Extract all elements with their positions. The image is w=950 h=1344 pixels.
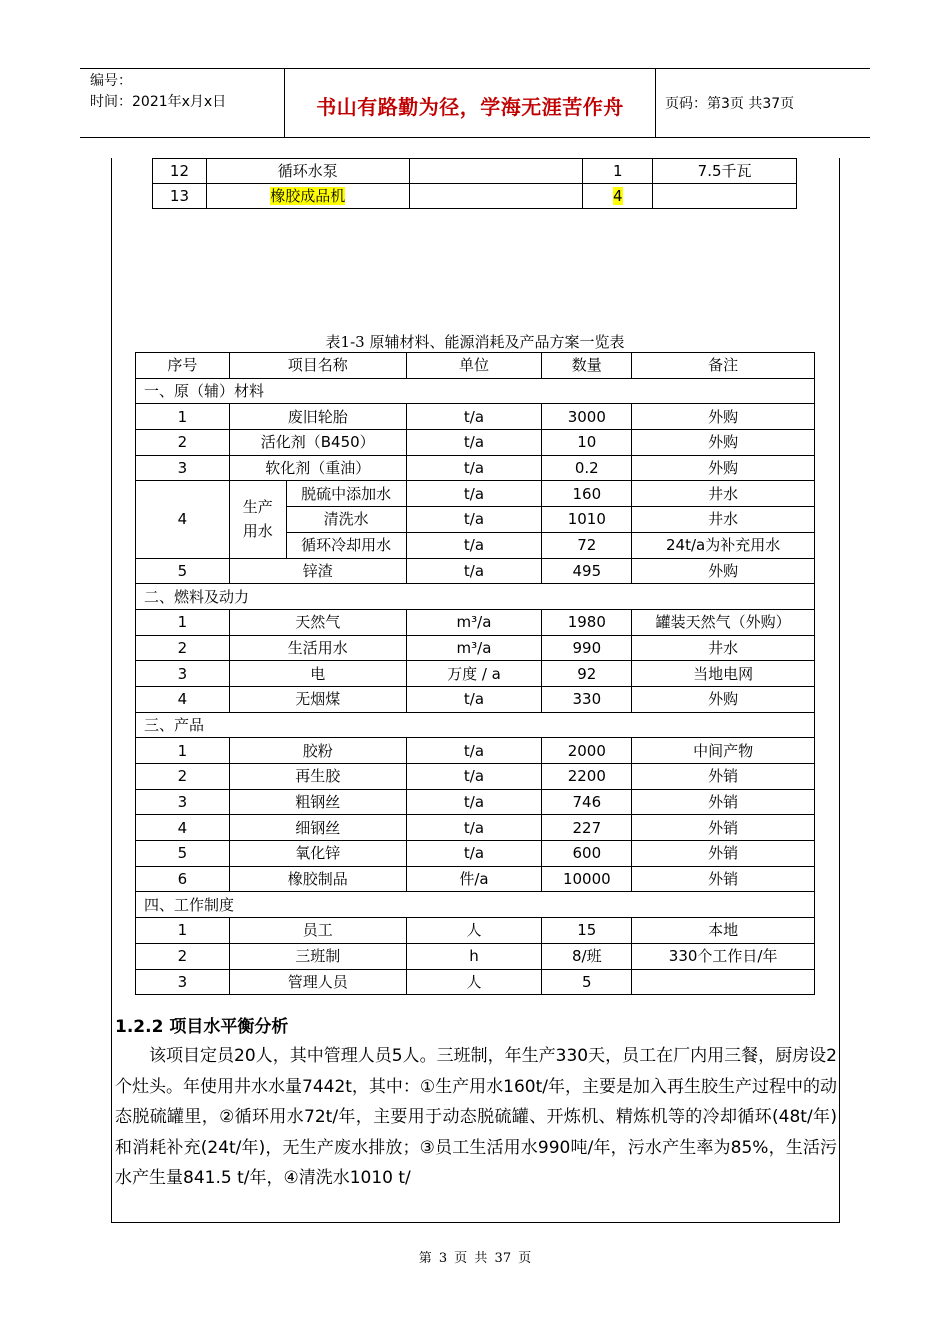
cell-qty: 92 <box>542 661 632 687</box>
cell-qty: 330 <box>542 686 632 712</box>
cell-no: 1 <box>136 918 230 944</box>
group-label: 生产用水 <box>242 498 273 541</box>
cell-name: 锌渣 <box>229 558 406 584</box>
cell-note: 外购 <box>632 558 815 584</box>
cell-no: 1 <box>136 404 230 430</box>
table-row <box>136 943 815 969</box>
cell-name: 氧化锌 <box>229 841 406 867</box>
table-row <box>136 481 815 507</box>
cell-name: 胶粉 <box>229 738 406 764</box>
body-paragraph <box>115 1041 837 1194</box>
cell-name: 管理人员 <box>229 969 406 995</box>
header-motto: 书山有路勤为径，学海无涯苦作舟 <box>316 95 624 119</box>
cell-qty: 10000 <box>542 866 632 892</box>
table-row <box>136 841 815 867</box>
paragraph-text: 该项目定员20人，其中管理人员5人。三班制，年生产330天，员工在厂内用三餐，厨房设2个灶头。年使用井水水量7442t，其中：①生产用水160t/年，主要是加入再生胶生产过程中的动态脱硫罐里，②循环用水72t/年，主要用于动态脱硫罐、开炼机、精炼机等的冷却循环(48t/年)和消耗补充(24t/年)，无生产废水排放；③员工生活用水990吨/年，污水产生率为85%，生活污水产生量841.5 t/年，④清洗水1010 t/ <box>115 1046 838 1188</box>
cell-note <box>632 969 815 995</box>
cell-name: 天然气 <box>229 609 406 635</box>
cell-qty: 600 <box>542 841 632 867</box>
cell-unit: t/a <box>406 841 542 867</box>
cell-note: 外购 <box>632 430 815 456</box>
table-row <box>136 815 815 841</box>
page-header <box>80 68 870 138</box>
cell-note: 330个工作日/年 <box>632 943 815 969</box>
cell-spec <box>409 184 583 209</box>
cell-no: 3 <box>136 969 230 995</box>
section-label: 三、产品 <box>136 712 815 738</box>
table-caption: 表1-3 原辅材料、能源消耗及产品方案一览表 <box>325 333 625 351</box>
cell-note: 井水 <box>632 481 815 507</box>
cell-name: 生活用水 <box>229 635 406 661</box>
cell-qty: 5 <box>542 969 632 995</box>
cell-unit: t/a <box>406 481 542 507</box>
document-date-label: 时间：2021年x月x日 <box>90 94 227 110</box>
cell-qty: 1010 <box>542 507 632 533</box>
section-row <box>136 378 815 404</box>
table-row <box>136 764 815 790</box>
cell-qty: 227 <box>542 815 632 841</box>
section-label: 四、工作制度 <box>136 892 815 918</box>
table-row <box>136 609 815 635</box>
cell-no: 3 <box>136 661 230 687</box>
cell-name: 活化剂（B450） <box>229 430 406 456</box>
cell-qty: 15 <box>542 918 632 944</box>
cell-note: 7.5千瓦 <box>653 159 797 184</box>
cell-unit: 件/a <box>406 866 542 892</box>
cell-qty: 0.2 <box>542 455 632 481</box>
section-row <box>136 584 815 610</box>
cell-name: 软化剂（重油） <box>229 455 406 481</box>
table-row <box>136 404 815 430</box>
cell-note: 罐装天然气（外购） <box>632 609 815 635</box>
table-row <box>153 159 797 184</box>
cell-note: 当地电网 <box>632 661 815 687</box>
cell-note: 井水 <box>632 507 815 533</box>
cell-note: 外销 <box>632 841 815 867</box>
table-row <box>136 738 815 764</box>
cell-name: 三班制 <box>229 943 406 969</box>
cell-no: 2 <box>136 764 230 790</box>
cell-unit: 万度 / a <box>406 661 542 687</box>
cell-note: 本地 <box>632 918 815 944</box>
cell-no: 2 <box>136 943 230 969</box>
cell-unit: t/a <box>406 532 542 558</box>
cell-qty: 746 <box>542 789 632 815</box>
cell-name: 脱硫中添加水 <box>286 481 406 507</box>
equipment-table <box>152 158 797 209</box>
cell-qty: 3000 <box>542 404 632 430</box>
header-meta <box>90 71 226 113</box>
cell-no: 3 <box>136 455 230 481</box>
table-row <box>136 635 815 661</box>
cell-name: 废旧轮胎 <box>229 404 406 430</box>
cell-name: 循环冷却用水 <box>286 532 406 558</box>
cell-qty: 72 <box>542 532 632 558</box>
section-label: 一、原（辅）材料 <box>136 378 815 404</box>
cell-unit: t/a <box>406 789 542 815</box>
cell-name: 清洗水 <box>286 507 406 533</box>
cell-note <box>653 184 797 209</box>
header-cell: 单位 <box>406 353 542 379</box>
cell-unit: t/a <box>406 815 542 841</box>
cell-name: 员工 <box>229 918 406 944</box>
cell-note: 24t/a为补充用水 <box>632 532 815 558</box>
table-row <box>136 866 815 892</box>
table-row <box>136 455 815 481</box>
cell-group <box>229 481 286 558</box>
cell-name: 细钢丝 <box>229 815 406 841</box>
section-label: 二、燃料及动力 <box>136 584 815 610</box>
header-divider <box>655 69 656 137</box>
cell-no: 2 <box>136 430 230 456</box>
cell-no: 4 <box>136 481 230 558</box>
header-cell: 备注 <box>632 353 815 379</box>
section-row <box>136 712 815 738</box>
cell-no: 4 <box>136 686 230 712</box>
cell-name: 循环水泵 <box>206 159 409 184</box>
cell-note: 外销 <box>632 789 815 815</box>
cell-no: 5 <box>136 841 230 867</box>
cell-no: 2 <box>136 635 230 661</box>
table-row <box>136 686 815 712</box>
cell-unit: t/a <box>406 686 542 712</box>
cell-qty: 990 <box>542 635 632 661</box>
table-row <box>136 661 815 687</box>
cell-unit: t/a <box>406 455 542 481</box>
cell-unit: m³/a <box>406 609 542 635</box>
header-page-info: 页码：第3页 共37页 <box>665 96 795 112</box>
cell-unit: t/a <box>406 764 542 790</box>
cell-no: 3 <box>136 789 230 815</box>
page-footer: 第 3 页 共 37 页 <box>418 1251 532 1266</box>
cell-name: 再生胶 <box>229 764 406 790</box>
cell-note: 外购 <box>632 686 815 712</box>
cell-qty: 1 <box>583 159 653 184</box>
header-cell: 数量 <box>542 353 632 379</box>
cell-unit: h <box>406 943 542 969</box>
cell-qty: 1980 <box>542 609 632 635</box>
cell-unit: m³/a <box>406 635 542 661</box>
cell-qty: 2200 <box>542 764 632 790</box>
cell-note: 外销 <box>632 866 815 892</box>
section-row <box>136 892 815 918</box>
cell-unit: t/a <box>406 404 542 430</box>
cell-qty: 160 <box>542 481 632 507</box>
table-row <box>136 789 815 815</box>
cell-qty: 8/班 <box>542 943 632 969</box>
table-row <box>153 184 797 209</box>
cell-name: 无烟煤 <box>229 686 406 712</box>
cell-qty: 495 <box>542 558 632 584</box>
cell-qty: 2000 <box>542 738 632 764</box>
document-number-label: 编号： <box>90 73 132 89</box>
cell-unit: 人 <box>406 969 542 995</box>
cell-name: 粗钢丝 <box>229 789 406 815</box>
table-row <box>136 918 815 944</box>
cell-no: 4 <box>136 815 230 841</box>
cell-note: 外购 <box>632 455 815 481</box>
cell-qty <box>583 184 653 209</box>
table-header-row <box>136 353 815 379</box>
cell-no: 12 <box>153 159 207 184</box>
cell-no: 6 <box>136 866 230 892</box>
cell-unit: t/a <box>406 738 542 764</box>
cell-no: 5 <box>136 558 230 584</box>
table-row <box>136 558 815 584</box>
cell-note: 外销 <box>632 815 815 841</box>
cell-no: 1 <box>136 738 230 764</box>
cell-note: 外购 <box>632 404 815 430</box>
cell-spec <box>409 159 583 184</box>
table-row <box>136 969 815 995</box>
cell-name: 橡胶制品 <box>229 866 406 892</box>
table-row <box>136 430 815 456</box>
cell-unit: t/a <box>406 507 542 533</box>
header-cell: 项目名称 <box>229 353 406 379</box>
cell-unit: t/a <box>406 558 542 584</box>
cell-no: 13 <box>153 184 207 209</box>
cell-note: 中间产物 <box>632 738 815 764</box>
cell-note: 外销 <box>632 764 815 790</box>
cell-qty: 10 <box>542 430 632 456</box>
highlighted-text: 橡胶成品机 <box>270 187 346 205</box>
highlighted-text: 4 <box>612 187 623 205</box>
section-heading: 1.2.2 项目水平衡分析 <box>115 1017 289 1037</box>
materials-table <box>135 352 815 995</box>
cell-note: 井水 <box>632 635 815 661</box>
header-cell: 序号 <box>136 353 230 379</box>
cell-name: 电 <box>229 661 406 687</box>
cell-unit: t/a <box>406 430 542 456</box>
cell-no: 1 <box>136 609 230 635</box>
cell-unit: 人 <box>406 918 542 944</box>
cell-name <box>206 184 409 209</box>
